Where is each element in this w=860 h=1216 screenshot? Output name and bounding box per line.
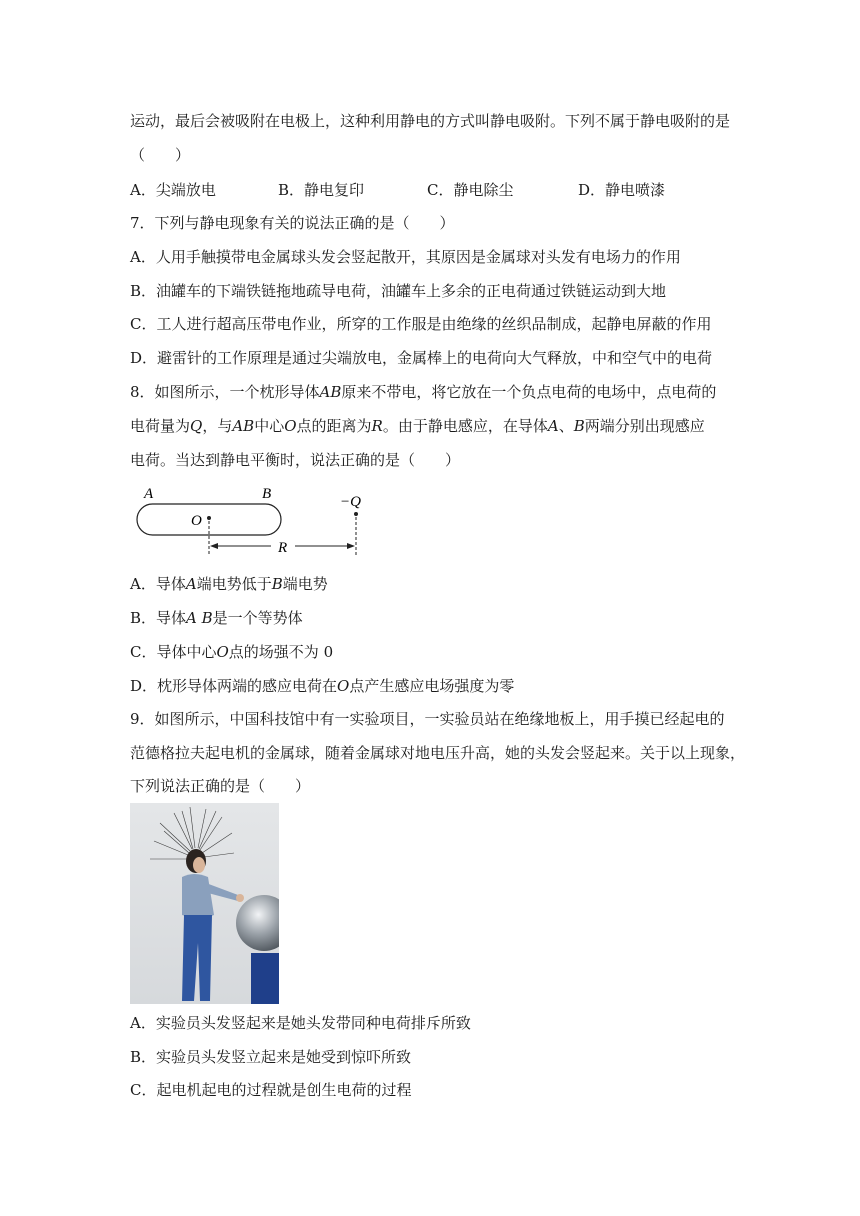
charge-point-q <box>354 512 358 516</box>
q8-option-a: A．导体A端电势低于B端电势 <box>130 575 328 593</box>
q6-option-a: A．尖端放电 <box>130 181 216 199</box>
q9-stem-line-2: 范德格拉夫起电机的金属球，随着金属球对地电压升高，她的头发会竖起来。关于以上现象， <box>130 744 746 762</box>
q7-option-a: A．人用手触摸带电金属球头发会竖起散开，其原因是金属球对头发有电场力的作用 <box>130 248 681 266</box>
conductor-diagram <box>130 484 370 560</box>
q6-stem-line-1: 运动，最后会被吸附在电极上，这种利用静电的方式叫静电吸附。下列不属于静电吸附的是 <box>130 112 731 130</box>
center-point-o <box>207 516 211 520</box>
q9-stem-line-1: 9．如图所示，中国科技馆中有一实验项目，一实验员站在绝缘地板上，用手摸已经起电的 <box>130 710 725 728</box>
q9-option-c: C．起电机起电的过程就是创生电荷的过程 <box>130 1081 412 1099</box>
q7-stem: 7．下列与静电现象有关的说法正确的是（ ） <box>130 214 455 232</box>
q8-option-c: C．导体中心O点的场强不为 0 <box>130 643 334 661</box>
arrowhead-left <box>210 543 218 549</box>
q6-option-c: C．静电除尘 <box>427 181 514 199</box>
label-b: B <box>262 486 272 502</box>
q7-option-c: C．工人进行超高压带电作业，所穿的工作服是由绝缘的丝织品制成，起静电屏蔽的作用 <box>130 315 712 333</box>
q6-options <box>130 179 730 199</box>
q8-option-d: D．枕形导体两端的感应电荷在O点产生感应电场强度为零 <box>130 677 515 695</box>
arrowhead-right <box>347 543 355 549</box>
q6-option-b: B．静电复印 <box>278 181 365 199</box>
q7-option-b: B．油罐车的下端铁链拖地疏导电荷，油罐车上多余的正电荷通过铁链运动到大地 <box>130 282 667 300</box>
q9-stem-line-3: 下列说法正确的是（ ） <box>130 777 311 795</box>
label-o: O <box>191 513 202 529</box>
q7-option-d: D．避雷针的工作原理是通过尖端放电，金属棒上的电荷向大气释放，中和空气中的电荷 <box>130 349 713 367</box>
label-a: A <box>144 486 154 502</box>
q8-stem-line-3: 电荷。当达到静电平衡时，说法正确的是（ ） <box>130 451 461 469</box>
generator-column <box>251 953 279 1004</box>
q8-stem-line-2: 电荷量为Q，与AB中心O点的距离为R。由于静电感应，在导体A、B两端分别出现感应 <box>130 417 705 435</box>
q6-option-d: D．静电喷漆 <box>578 181 666 199</box>
experiment-photo <box>130 803 279 1004</box>
label-r: R <box>278 540 288 556</box>
q9-option-a: A．实验员头发竖起来是她头发带同种电荷排斥所致 <box>130 1014 471 1032</box>
label-q: −Q <box>340 494 361 510</box>
q8-option-b: B．导体A B是一个等势体 <box>130 609 303 627</box>
q8-stem-line-1: 8．如图所示，一个枕形导体AB原来不带电，将它放在一个负点电荷的电场中，点电荷的 <box>130 383 717 401</box>
q6-stem-line-2: （ ） <box>130 146 191 164</box>
q9-option-b: B．实验员头发竖立起来是她受到惊吓所致 <box>130 1048 412 1066</box>
